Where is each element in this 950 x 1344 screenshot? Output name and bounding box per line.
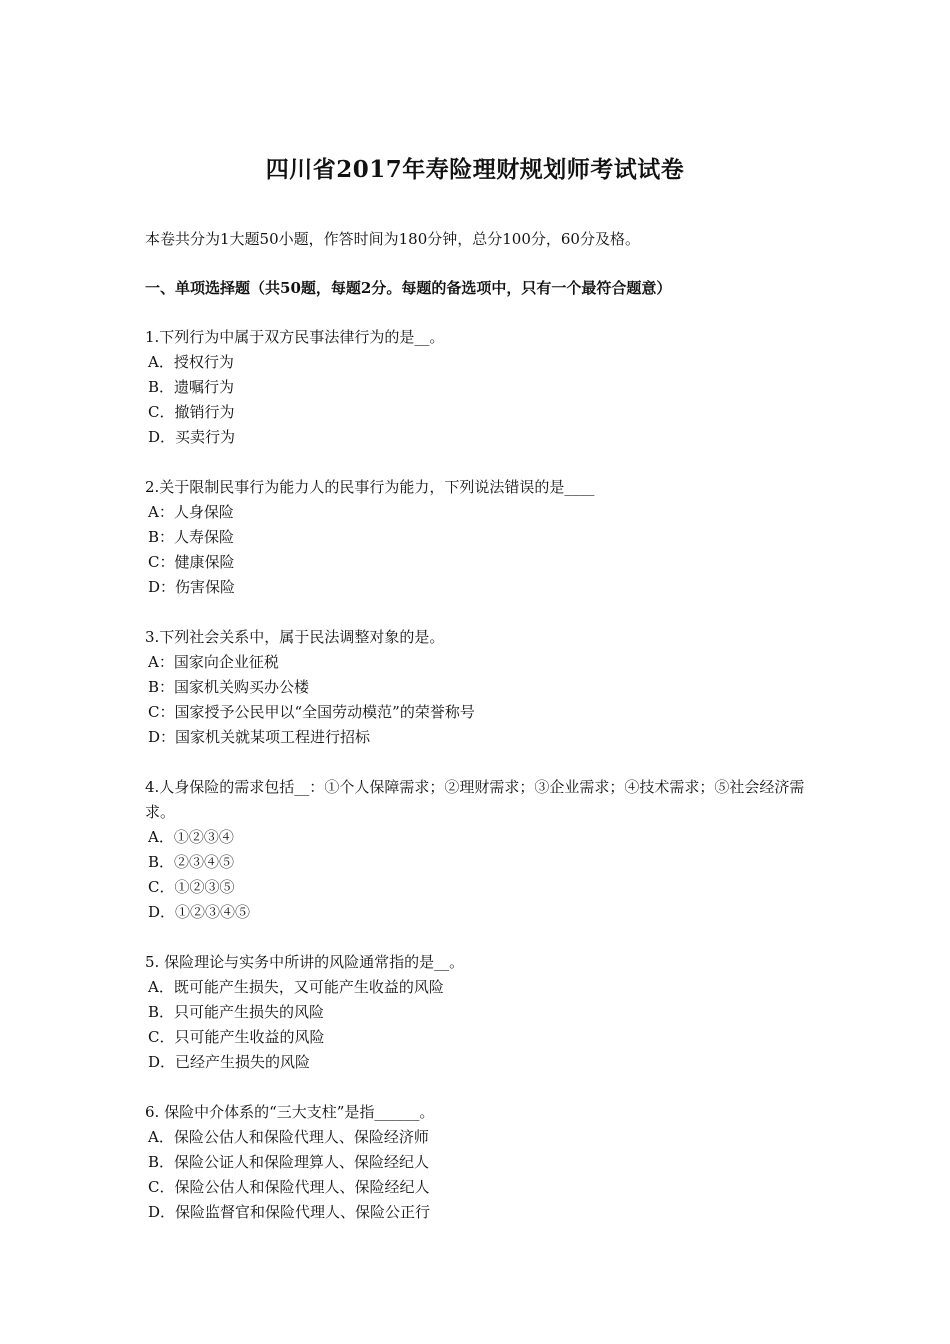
option-b: B．②③④⑤ <box>148 853 235 871</box>
question-text: 2.关于限制民事行为能力人的民事行为能力，下列说法错误的是____ <box>145 478 595 496</box>
option-b: B．遗嘱行为 <box>148 378 235 396</box>
exam-intro: 本卷共分为1大题50小题，作答时间为180分钟，总分100分，60分及格。 <box>145 230 640 248</box>
option-a: A．保险公估人和保险代理人、保险经济师 <box>148 1128 429 1146</box>
question-text: 4.人身保险的需求包括__：①个人保障需求；②理财需求；③企业需求；④技术需求；⑤社会经济需求。 <box>145 778 805 821</box>
option-b: B：人寿保险 <box>148 528 235 546</box>
option-c: C：健康保险 <box>148 553 235 571</box>
question-2 <box>145 475 810 600</box>
question-1 <box>145 325 810 450</box>
document-title: 四川省2017年寿险理财规划师考试试卷 <box>265 156 685 183</box>
option-b: B：国家机关购买办公楼 <box>148 678 310 696</box>
option-c: C．只可能产生收益的风险 <box>148 1028 325 1046</box>
option-d: D．①②③④⑤ <box>148 903 251 921</box>
option-d: D：伤害保险 <box>148 578 236 596</box>
question-list <box>145 325 810 1250</box>
option-a: A：人身保险 <box>148 503 234 521</box>
option-b: B．保险公证人和保险理算人、保险经纪人 <box>148 1153 430 1171</box>
option-c: C．保险公估人和保险代理人、保险经纪人 <box>148 1178 430 1196</box>
option-a: A：国家向企业征税 <box>148 653 279 671</box>
section-heading: 一、单项选择题（共50题，每题2分。每题的备选项中，只有一个最符合题意） <box>145 279 672 297</box>
question-4 <box>145 775 810 925</box>
question-text: 3.下列社会关系中，属于民法调整对象的是。 <box>145 628 445 646</box>
question-5 <box>145 950 810 1075</box>
option-d: D．已经产生损失的风险 <box>148 1053 311 1071</box>
question-text: 5. 保险理论与实务中所讲的风险通常指的是__。 <box>145 953 465 971</box>
option-a: A．授权行为 <box>148 353 234 371</box>
option-d: D．保险监督官和保险代理人、保险公正行 <box>148 1203 431 1221</box>
option-d: D：国家机关就某项工程进行招标 <box>148 728 371 746</box>
question-6 <box>145 1100 810 1225</box>
option-a: A．①②③④ <box>148 828 234 846</box>
option-c: C．①②③⑤ <box>148 878 235 896</box>
question-text: 1.下列行为中属于双方民事法律行为的是__。 <box>145 328 445 346</box>
option-a: A．既可能产生损失，又可能产生收益的风险 <box>148 978 444 996</box>
option-b: B．只可能产生损失的风险 <box>148 1003 325 1021</box>
question-3 <box>145 625 810 750</box>
option-c: C．撤销行为 <box>148 403 235 421</box>
option-c: C：国家授予公民甲以“全国劳动模范”的荣誉称号 <box>148 703 475 721</box>
question-text: 6. 保险中介体系的“三大支柱”是指______。 <box>145 1103 435 1121</box>
option-d: D．买卖行为 <box>148 428 236 446</box>
